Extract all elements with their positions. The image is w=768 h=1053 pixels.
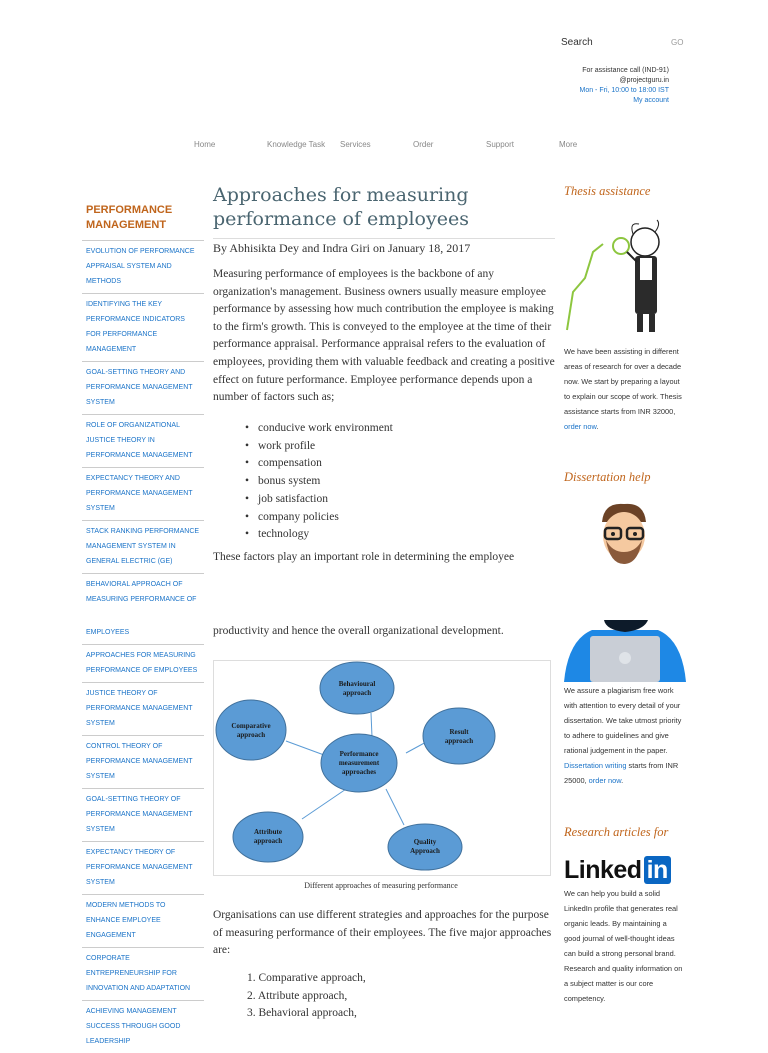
factor-item: • work profile <box>247 438 393 456</box>
article-paragraph-1: Measuring performance of employees is the backbone of any organization's management. Business owners usually measure employee performance by assessing how much contribution the employee is making to the firm's growth. This is conveyed to the employee at the time of their performance appraisal. Performance appraisal refers to the evaluation of employees, providing them with valuable feedback and creating a positive effect on future performance. Employee performance depends upon a number of factors such as; <box>213 268 555 404</box>
diagram-caption: Different approaches of measuring performance <box>304 881 458 890</box>
connector-line <box>371 713 372 737</box>
nav-services[interactable]: Services <box>340 140 371 149</box>
professor-head <box>631 228 659 256</box>
research-heading: Research articles for <box>564 825 669 839</box>
search-go-button[interactable]: GO <box>671 38 684 47</box>
result-node <box>423 708 495 764</box>
sidebar-item[interactable]: EXPECTANCY THEORY OF PERFORMANCE MANAGEMENT SYSTEM <box>82 841 204 894</box>
sidebar-item[interactable]: STACK RANKING PERFORMANCE MANAGEMENT SYSTEM IN GENERAL ELECTRIC (GE) <box>82 520 204 573</box>
sidebar-item[interactable]: BEHAVIORAL APPROACH OF MEASURING PERFORMANCE OF <box>82 573 204 602</box>
sidebar-item[interactable]: ACHIEVING MANAGEMENT SUCCESS THROUGH GOOD LEADERSHIP <box>82 1000 204 1053</box>
approach-list <box>247 970 366 1023</box>
comparative-node <box>216 700 286 760</box>
dissertation-order-link[interactable]: order now <box>588 776 622 785</box>
research-text: We can help you build a solid LinkedIn profile that generates real organic leads. By maintaining a good journal of well-thought ideas can build a strong personal brand. Research and quality information on a subject matter is our core competency. <box>564 889 683 1003</box>
contact-hours: Mon - Fri, 10:00 to 18:00 IST <box>579 87 669 94</box>
factor-item: • company policies <box>247 509 393 527</box>
result-node-label: Result approach <box>444 728 474 745</box>
sidebar-item[interactable]: CONTROL THEORY OF PERFORMANCE MANAGEMENT SYSTEM <box>82 735 204 788</box>
professor-shirt <box>640 258 652 280</box>
nav-home[interactable]: Home <box>194 140 216 149</box>
linkedin-in-icon: in <box>644 856 671 884</box>
sidebar-item[interactable]: EXPECTANCY THEORY AND PERFORMANCE MANAGEMENT SYSTEM <box>82 467 204 520</box>
dissertation-writing-link[interactable]: Dissertation writing <box>564 761 627 770</box>
sidebar-item[interactable]: JUSTICE THEORY OF PERFORMANCE MANAGEMENT SYSTEM <box>82 682 204 735</box>
thesis-heading: Thesis assistance <box>564 184 651 198</box>
sidebar-item[interactable]: EMPLOYEES <box>86 629 130 636</box>
professor-leg <box>637 314 643 332</box>
factor-item: • conducive work environment <box>247 420 393 438</box>
thesis-body: We have been assisting in different areas of research for over a decade now. We start by preparing a layout to explain our scope of work. Thesis assistance starts from INR 32000, <box>564 347 682 416</box>
thesis-illustration <box>563 212 687 334</box>
sidebar-title: PERFORMANCE MANAGEMENT <box>86 204 173 231</box>
magnifier-handle <box>627 252 637 262</box>
nav-more[interactable]: More <box>559 140 578 149</box>
linkedin-word: Linked <box>564 856 642 884</box>
contact-email[interactable]: @projectguru.in <box>619 77 669 84</box>
thesis-order-link[interactable]: order now <box>564 422 597 431</box>
factor-item: • compensation <box>247 455 393 473</box>
approaches-diagram <box>213 660 551 876</box>
dissertation-avatar <box>596 500 652 568</box>
sidebar-item[interactable]: GOAL-SETTING THEORY AND PERFORMANCE MANAGEMENT SYSTEM <box>82 361 204 414</box>
article-byline: By Abhisikta Dey and Indra Giri on January 18, 2017 <box>213 238 555 256</box>
dissertation-price: starts from INR 25000, <box>564 761 679 785</box>
factor-item: • bonus system <box>247 473 393 491</box>
sidebar-item[interactable]: MODERN METHODS TO ENHANCE EMPLOYEE ENGAGEMENT <box>82 894 204 947</box>
contact-info <box>580 66 670 106</box>
article-title: Approaches for measuring performance of employees <box>213 184 469 230</box>
linkedin-logo <box>564 856 671 885</box>
sidebar-item[interactable]: IDENTIFYING THE KEY PERFORMANCE INDICATORS FOR PERFORMANCE MANAGEMENT <box>82 293 204 361</box>
laptop-illustration <box>564 620 686 682</box>
professor-leg <box>649 314 655 332</box>
sidebar-item[interactable]: GOAL-SETTING THEORY OF PERFORMANCE MANAGEMENT SYSTEM <box>82 788 204 841</box>
comparative-node-label: Comparative approach <box>231 722 271 739</box>
article-paragraph-2b: productivity and hence the overall organizational development. <box>213 625 504 637</box>
article-paragraph-3: Organisations can use different strategies and approaches for the purpose of measuring performance of their employees. The five major approaches are: <box>213 909 552 957</box>
dissertation-text: We assure a plagiarism free work with attention to every detail of your dissertation. We take utmost priority to adhere to guidelines and give rational judgement in the paper. Dissertation writing starts from INR 25000, order now. <box>564 686 682 785</box>
nav-support[interactable]: Support <box>486 140 515 149</box>
approach-item: 3. Behavioral approach, <box>247 1007 357 1019</box>
connector-line <box>286 741 324 755</box>
sidebar-list-bottom <box>82 622 204 1053</box>
dissertation-body: We assure a plagiarism free work with attention to every detail of your dissertation. We take utmost priority to adhere to guidelines and give rational judgement in the paper. <box>564 686 682 755</box>
sidebar-item[interactable]: CORPORATE ENTREPRENEURSHIP FOR INNOVATION AND ADAPTATION <box>82 947 204 1000</box>
laptop-logo <box>619 652 631 664</box>
my-account-link[interactable]: My account <box>633 97 669 104</box>
article-paragraph-2a: These factors play an important role in determining the employee <box>213 551 515 563</box>
center-node-label: Performance measurement approaches <box>338 750 380 776</box>
approach-item: 2. Attribute approach, <box>247 989 348 1002</box>
connector-line <box>386 789 404 825</box>
sidebar-item[interactable]: ROLE OF ORGANIZATIONAL JUSTICE THEORY IN PERFORMANCE MANAGEMENT <box>82 414 204 467</box>
behavioural-node <box>320 662 394 714</box>
factor-list <box>247 420 393 544</box>
factor-item: • job satisfaction <box>247 491 393 509</box>
attribute-node-label: Attribute approach <box>253 828 283 845</box>
factor-item: • technology <box>247 526 393 544</box>
sidebar-list-top <box>82 240 204 602</box>
sidebar-item[interactable]: EVOLUTION OF PERFORMANCE APPRAISAL SYSTEM AND METHODS <box>82 240 204 293</box>
growth-arrow-icon <box>567 244 603 330</box>
behavioural-node-label: Behavioural approach <box>338 680 376 697</box>
dissertation-heading: Dissertation help <box>564 470 651 484</box>
search-label[interactable]: Search <box>561 37 593 48</box>
avatar-eye <box>633 532 637 536</box>
magnifier-icon <box>613 238 629 254</box>
approach-item: 1. Comparative approach, <box>247 972 366 984</box>
thesis-text: We have been assisting in different areas of research for over a decade now. We start by preparing a layout to explain our scope of work. Thesis assistance starts from INR 32000, order now. <box>564 347 682 431</box>
quality-node-label: Quality Approach <box>410 838 440 855</box>
contact-phone: For assistance call (IND-91) <box>582 67 669 74</box>
nav-order[interactable]: Order <box>413 140 434 149</box>
sidebar-item-active[interactable]: APPROACHES FOR MEASURING PERFORMANCE OF EMPLOYEES <box>82 644 204 682</box>
diagram-svg <box>214 661 550 875</box>
avatar-eye <box>611 532 615 536</box>
nav-knowledge-task[interactable]: Knowledge Task <box>267 140 326 149</box>
